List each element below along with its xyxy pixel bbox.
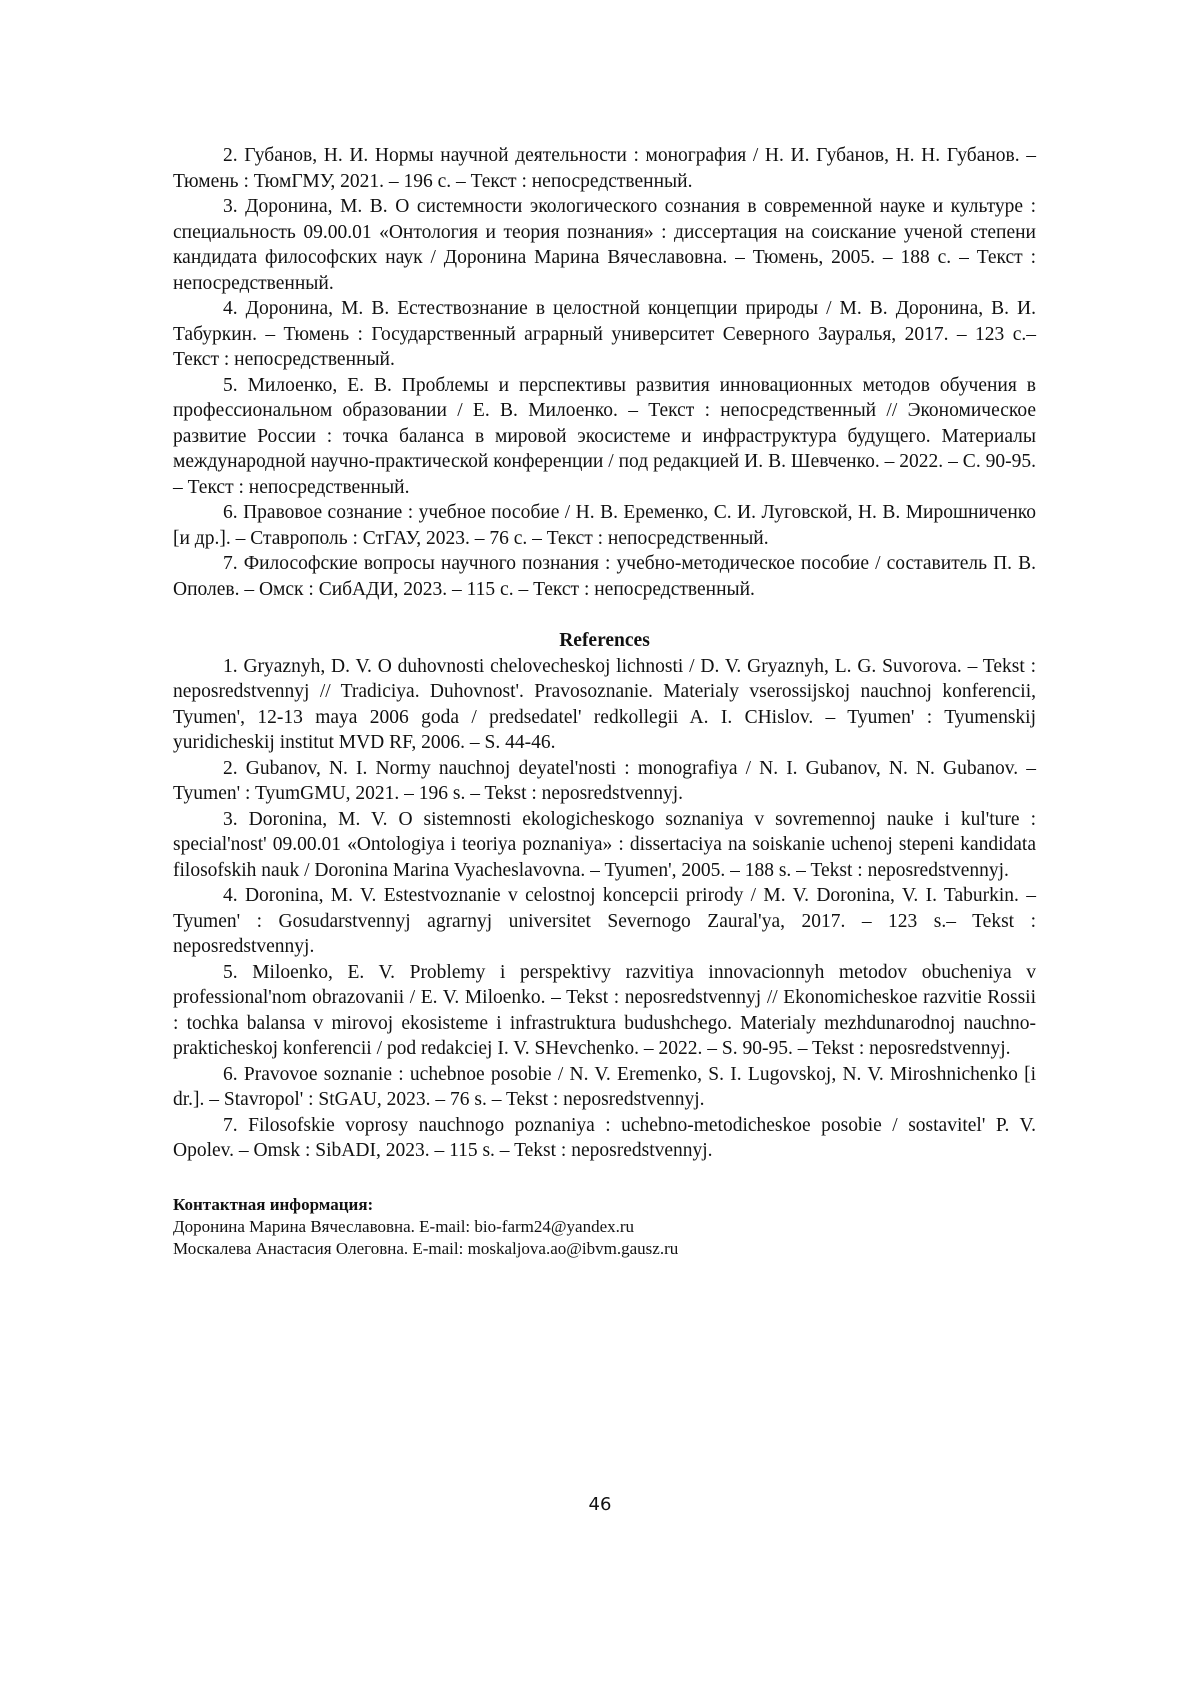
reference-item: 7. Filosofskie voprosy nauchnogo poznaniya : uchebno-metodicheskoe posobie / sosta­vitel' P. V. Opolev. – Omsk : SibADI, 2023. – 115 s. – Tekst : neposredstvennyj.: [173, 1113, 1036, 1164]
reference-item: 7. Философские вопросы научного познания : учебно-методическое пособие / со­ставитель П. В. Ополев. – Омск : СибАДИ, 2023. – 115 с. – Текст : непосредственный.: [173, 551, 1036, 602]
reference-item: 6. Правовое сознание : учебное пособие / Н. В. Еременко, С. И. Луговской, Н. В. Мирошниченко [и др.]. – Ставрополь : СтГАУ, 2023. – 76 с. – Текст : непосредственный.: [173, 500, 1036, 551]
references-heading: References: [173, 628, 1036, 654]
page-content: [173, 143, 1036, 1260]
reference-item: 5. Miloenko, E. V. Problemy i perspektivy razvitiya innovacionnyh metodov obucheniya v professional'nom obrazovanii / E. V. Miloenko. – Tekst : neposredstvennyj // Ekonomich­eskoe razvitie Rossii : tochka balansa v mirovoj ekosisteme i infrastruktura budushchego. Mate­rialy mezhdunarodnoj nauchno-prakticheskoj konferencii / pod redakciej I. V. SHevchenko. – 2022. – S. 90-95. – Tekst : neposredstvennyj.: [173, 960, 1036, 1062]
contact-line: Доронина Марина Вячеславовна. E-mail: bio-farm24@yandex.ru: [173, 1216, 1036, 1238]
reference-item: 6. Pravovoe soznanie : uchebnoe posobie / N. V. Eremenko, S. I. Lugovskoj, N. V. Miroshnichenko [i dr.]. – Stavropol' : StGAU, 2023. – 76 s. – Tekst : neposredstvennyj.: [173, 1062, 1036, 1113]
russian-reference-list: [173, 143, 1036, 602]
reference-item: 2. Губанов, Н. И. Нормы научной деятельности : монография / Н. И. Губанов, Н. Н. Губанов. – Тюмень : ТюмГМУ, 2021. – 196 с. – Текст : непосредственный.: [173, 143, 1036, 194]
contact-line: Москалева Анастасия Олеговна. E-mail: moskaljova.ao@ibvm.gausz.ru: [173, 1238, 1036, 1260]
contact-info: [173, 1194, 1036, 1260]
reference-item: 1. Gryaznyh, D. V. O duhovnosti chelovecheskoj lichnosti / D. V. Gryaznyh, L. G. Suvo­rova. – Tekst : neposredstvennyj // Tradiciya. Duhovnost'. Pravosoznanie. Materialy vse­rossijskoj nauchnoj konferencii, Tyumen', 12-13 maya 2006 goda / predsedatel' redkollegii A. I. CHislov. – Tyumen' : Tyumenskij yuridicheskij institut MVD RF, 2006. – S. 44-46.: [173, 654, 1036, 756]
page-number: 46: [0, 1494, 1200, 1515]
english-reference-list: [173, 654, 1036, 1164]
contact-heading: Контактная информация:: [173, 1194, 1036, 1216]
reference-item: 2. Gubanov, N. I. Normy nauchnoj deyatel'nosti : monografiya / N. I. Gubanov, N. N. Gubanov. – Tyumen' : TyumGMU, 2021. – 196 s. – Tekst : neposredstvennyj.: [173, 756, 1036, 807]
reference-item: 3. Doronina, M. V. O sistemnosti ekologicheskogo soznaniya v sovremennoj nauke i kul'ture : special'nost' 09.00.01 «Ontologiya i teoriya poznaniya» : dissertaciya na soiskanie uchenoj stepeni kandidata filosofskih nauk / Doronina Marina Vyacheslavovna. – Tyumen', 2005. – 188 s. – Tekst : neposredstvennyj.: [173, 807, 1036, 884]
reference-item: 5. Милоенко, Е. В. Проблемы и перспективы развития инновационных методов обучения в профессиональном образовании / Е. В. Милоенко. – Текст : непосредственный // Экономическое развитие России : точка баланса в мировой экосистеме и инфраструк­тура будущего. Материалы международной научно-практической конференции / под ре­дакцией И. В. Шевченко. – 2022. – С. 90-95. – Текст : непосредственный.: [173, 373, 1036, 501]
reference-item: 4. Доронина, М. В. Естествознание в целостной концепции природы / М. В. Доро­нина, В. И. Табуркин. – Тюмень : Государственный аграрный университет Северного За­уралья, 2017. – 123 с.– Текст : непосредственный.: [173, 296, 1036, 373]
reference-item: 4. Doronina, M. V. Estestvoznanie v celostnoj koncepcii prirody / M. V. Doronina, V. I. Taburkin. – Tyumen' : Gosudarstvennyj agrarnyj universitet Severnogo Zaural'ya, 2017. – 123 s.– Tekst : neposredstvennyj.: [173, 883, 1036, 960]
reference-item: 3. Доронина, М. В. О системности экологического сознания в современной науке и культуре : специальность 09.00.01 «Онтология и теория познания» : диссертация на соис­кание ученой степени кандидата философских наук / Доронина Марина Вячеславовна. – Тюмень, 2005. – 188 с. – Текст : непосредственный.: [173, 194, 1036, 296]
